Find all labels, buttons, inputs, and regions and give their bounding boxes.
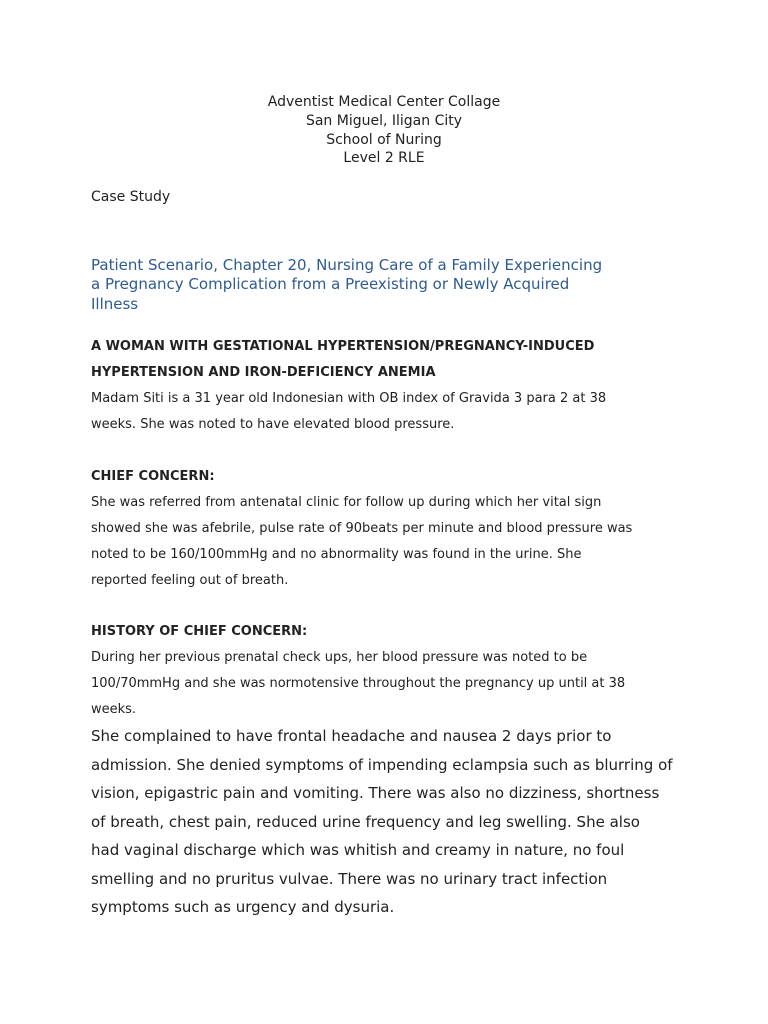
scenario-title-line: a Pregnancy Complication from a Preexisting or Newly Acquired [91, 275, 570, 294]
case-study-label: Case Study [91, 189, 171, 205]
chief-concern-heading: CHIEF CONCERN: [91, 469, 215, 484]
complaint-line: vision, epigastric pain and vomiting. There was also no dizziness, shortness [91, 784, 660, 802]
complaint-line: of breath, chest pain, reduced urine frequency and leg swelling. She also [91, 812, 640, 831]
complaint-line: She complained to have frontal headache and nausea 2 days prior to [91, 727, 612, 745]
document-header [0, 93, 768, 168]
complaint-line: symptoms such as urgency and dysuria. [91, 898, 395, 916]
chief-concern-section [91, 464, 691, 594]
complaint-line: admission. She denied symptoms of impending eclampsia such as blurring of [91, 755, 673, 774]
header-level: Level 2 RLE [343, 150, 425, 167]
case-heading-line: HYPERTENSION AND IRON-DEFICIENCY ANEMIA [91, 365, 436, 380]
case-heading-line: A WOMAN WITH GESTATIONAL HYPERTENSION/PREGNANCY-INDUCED [91, 339, 595, 354]
chief-concern-line: noted to be 160/100mmHg and no abnormality was found in the urine. She [91, 547, 582, 562]
history-line: weeks. [91, 702, 137, 717]
intro-line: Madam Siti is a 31 year old Indonesian with OB index of Gravida 3 para 2 at 38 [91, 391, 607, 406]
scenario-title-line: Patient Scenario, Chapter 20, Nursing Care of a Family Experiencing [91, 256, 603, 274]
complaint-line: had vaginal discharge which was whitish and creamy in nature, no foul [91, 841, 625, 859]
history-line: 100/70mmHg and she was normotensive throughout the pregnancy up until at 38 [91, 676, 626, 691]
header-institution: Adventist Medical Center Collage [267, 94, 501, 110]
chief-concern-line: showed she was afebrile, pulse rate of 90beats per minute and blood pressure was [91, 521, 633, 536]
scenario-title [91, 256, 691, 314]
chief-concern-line: reported feeling out of breath. [91, 573, 289, 588]
intro-line: weeks. She was noted to have elevated blood pressure. [91, 417, 455, 432]
history-section [91, 619, 691, 723]
chief-concern-line: She was referred from antenatal clinic for follow up during which her vital sign [91, 495, 602, 510]
history-heading: HISTORY OF CHIEF CONCERN: [91, 624, 308, 639]
header-school: School of Nuring [326, 131, 442, 148]
scenario-title-line: Illness [91, 294, 139, 313]
header-location: San Miguel, Iligan City [305, 112, 463, 129]
history-line: During her previous prenatal check ups, her blood pressure was noted to be [91, 650, 588, 665]
complaint-line: smelling and no pruritus vulvae. There was no urinary tract infection [91, 869, 608, 888]
complaint-paragraph [91, 722, 701, 922]
case-heading [91, 334, 691, 438]
